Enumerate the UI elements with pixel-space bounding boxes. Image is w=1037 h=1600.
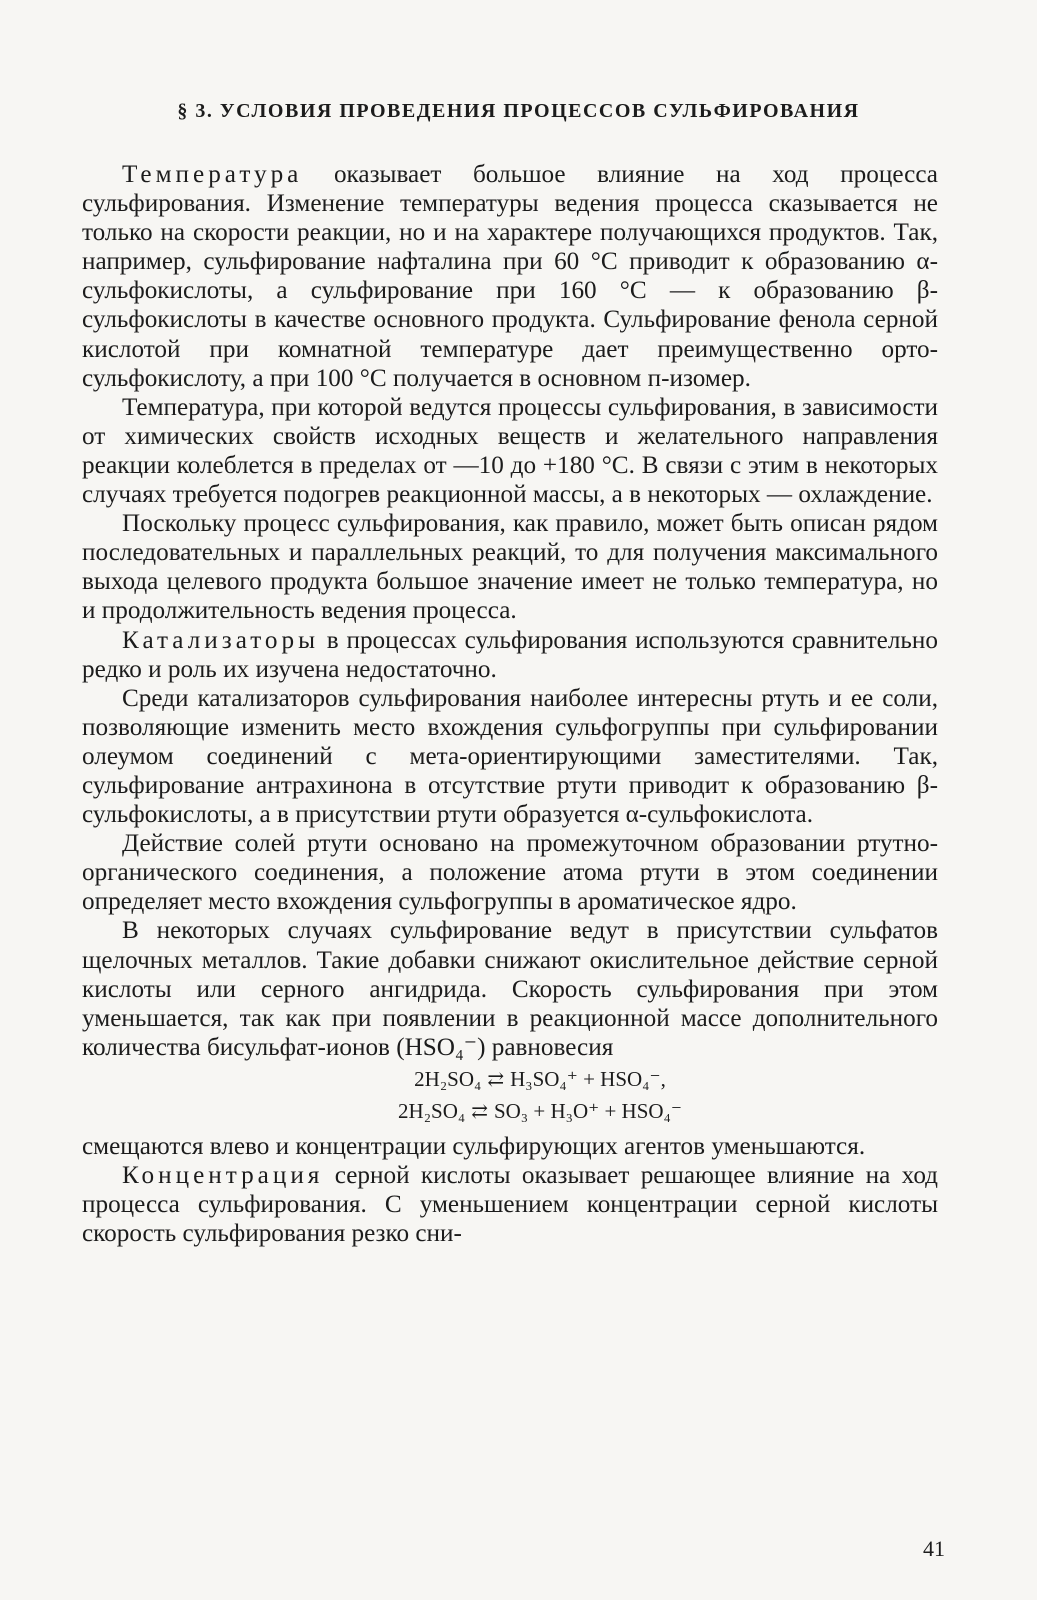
spaced-term: Температура [122,161,303,188]
paragraph-duration: Поскольку процесс сульфирования, как правило, может быть описан рядом последовательных и параллельных реакций, то для получения максимального выхода целевого продукта большое значение имеет не только температура, но и продолжительность ведения процесса. [82,510,938,625]
paragraph-mercury: Среди катализаторов сульфирования наиболее интересны ртуть и ее соли, позволяющие изменить место вхождения сульфогруппы при сульфировании олеумом соединений с мета-ориентирующими заместителями. Так, сульфирование антрахинона в отсутствие ртути приводит к образованию β-сульфокислоты, а в присутствии ртути образуется α-сульфокислота. [82,684,938,829]
paragraph-text: серной кислоты оказывает решающее влияние на ход процесса сульфирования. С уменьшением концентрации серной кислоты скорость сульфирования резко сни- [82,1162,938,1248]
equation-2-left: 2H₂SO₄ [398,1098,466,1123]
equilibrium-arrow-icon: ⇄ [471,1100,488,1123]
section-heading: § 3. УСЛОВИЯ ПРОВЕДЕНИЯ ПРОЦЕССОВ СУЛЬФИРОВАНИЯ [177,100,860,122]
spaced-term: Концентрация [122,1162,324,1189]
paragraph-shift: смещаются влево и концентрации сульфирующих агентов уменьшаются. [82,1132,866,1160]
paragraph-temperature-range: Температура, при которой ведутся процессы сульфирования, в зависимости от химических свойств исходных веществ и желательного направления реакции колеблется в пределах от —10 до +180 °С. В связи с этим в некоторых случаях требуется подогрев реакционной массы, а в некоторых — охлаждение. [82,393,938,509]
equation-1-right: H₃SO₄⁺ + HSO₄⁻, [510,1066,666,1091]
paragraph-text: оказывает большое влияние на ход процесса сульфирования. Изменение температуры ведения процесса сказывается не только на скорости реакции, но и на характере получающихся продуктов. Так, например, сульфирование нафталина при 60 °С приводит к образованию α-сульфокислоты, а сульфирование при 160 °С — к образованию β-сульфокислоты в качестве основного продукта. Сульфирование фенола серной кислотой при комнатной температуре дает преимущественно орто-сульфокислоту, а при 100 °С получается в основном п-изомер. [82,161,938,392]
paragraph-temperature [82,160,938,393]
page-number: 41 [923,1536,945,1561]
paragraph-sulfates: В некоторых случаях сульфирование ведут в присутствии сульфатов щелочных металлов. Такие добавки снижают окислительное действие серной кислоты или серного ангидрида. Скорость сульфирования при этом уменьшается, так как при появлении в реакционной массе дополнительного количества бисульфат-ионов (HSO₄⁻) равновесия [82,917,938,1061]
paragraph-catalysts [82,626,938,684]
paragraph-mercury-action: Действие солей ртути основано на промежуточном образовании ртутно-органического соединения, а положение атома ртути в этом соединении определяет место вхождения сульфогруппы в ароматическое ядро. [82,830,938,916]
equation-2 [82,1096,938,1128]
equilibrium-arrow-icon: ⇄ [487,1068,505,1091]
equation-2-right: SO₃ + H₃O⁺ + HSO₄⁻ [493,1098,682,1123]
paragraph-concentration [82,1161,938,1248]
equation-1-left: 2H₂SO₄ [414,1066,482,1091]
paragraph-text: в процессах сульфирования используются сравнительно редко и роль их изучена недостаточно. [82,626,938,683]
equations [82,1064,938,1128]
equation-1 [82,1064,938,1096]
spaced-term: Катализаторы [122,626,320,654]
body-text [82,160,938,1248]
